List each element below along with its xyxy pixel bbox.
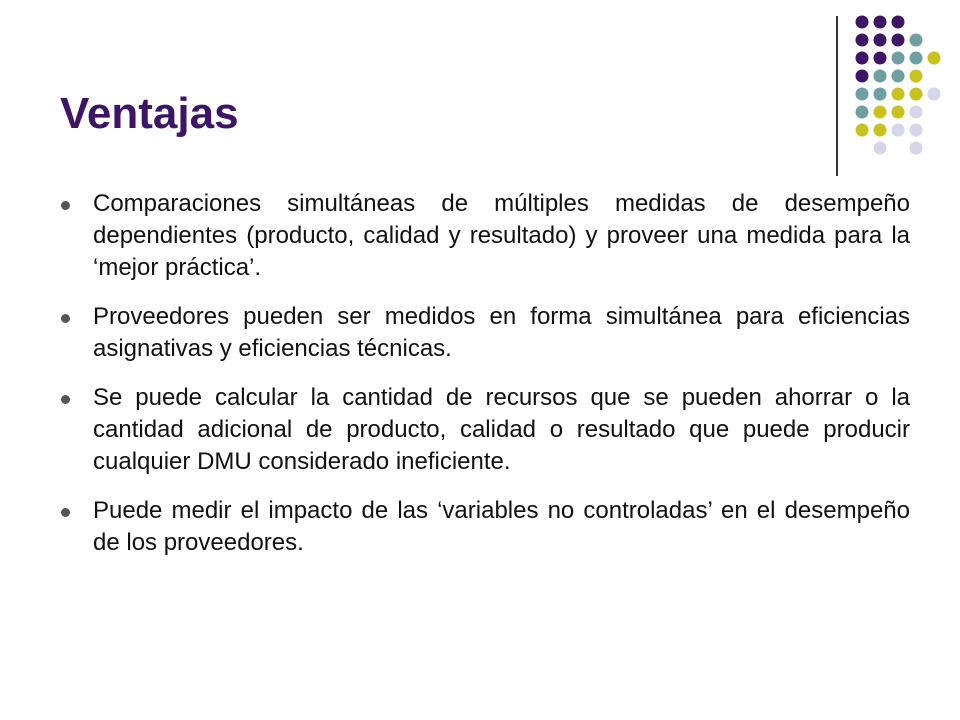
dot-lavender — [910, 142, 923, 155]
bullet-text: Puede medir el impacto de las ‘variables no controladas’ en el desempeño de los proveedores. — [93, 497, 910, 556]
dot-purple — [856, 70, 869, 83]
dot-teal — [874, 70, 887, 83]
bullet-text: Se puede calcular la cantidad de recursos que se pueden ahorrar o la cantidad adicional de producto, calidad o resultado que puede producir cualquier DMU considerado ineficiente. — [93, 384, 910, 475]
dot-teal — [892, 70, 905, 83]
dot-lavender — [910, 124, 923, 137]
dot-purple — [874, 52, 887, 65]
dot-olive — [910, 70, 923, 83]
dot-purple — [856, 16, 869, 29]
bullet-list — [60, 188, 910, 576]
dot-olive — [856, 124, 869, 137]
bullet-item — [60, 301, 910, 365]
bullet-item — [60, 495, 910, 559]
bullet-marker — [61, 314, 70, 323]
slide-title: Ventajas — [60, 89, 239, 138]
dot-teal — [856, 106, 869, 119]
dot-olive — [892, 88, 905, 101]
dot-olive — [928, 52, 941, 65]
bullet-marker — [61, 395, 70, 404]
dot-lavender — [892, 124, 905, 137]
dot-teal — [910, 52, 923, 65]
bullet-item — [60, 188, 910, 284]
dot-lavender — [874, 142, 887, 155]
dot-lavender — [910, 106, 923, 119]
dot-teal — [910, 34, 923, 47]
bullet-text: Comparaciones simultáneas de múltiples medidas de desempeño dependientes (producto, calidad y resultado) y proveer una medida para la ‘mejor práctica’. — [93, 190, 910, 281]
dot-purple — [874, 34, 887, 47]
dot-teal — [874, 88, 887, 101]
dot-teal — [856, 88, 869, 101]
bullet-marker — [61, 201, 70, 210]
dot-olive — [910, 88, 923, 101]
dot-purple — [892, 16, 905, 29]
dot-olive — [874, 124, 887, 137]
bullet-marker — [61, 508, 70, 517]
dot-olive — [874, 106, 887, 119]
dot-purple — [856, 52, 869, 65]
vertical-divider — [836, 16, 838, 176]
dot-purple — [856, 34, 869, 47]
dot-olive — [892, 106, 905, 119]
bullet-text: Proveedores pueden ser medidos en forma simultánea para eficiencias asignativas y eficiencias técnicas. — [93, 303, 910, 362]
dot-lavender — [928, 88, 941, 101]
dot-teal — [892, 52, 905, 65]
dot-purple — [892, 34, 905, 47]
dot-purple — [874, 16, 887, 29]
bullet-item — [60, 382, 910, 478]
